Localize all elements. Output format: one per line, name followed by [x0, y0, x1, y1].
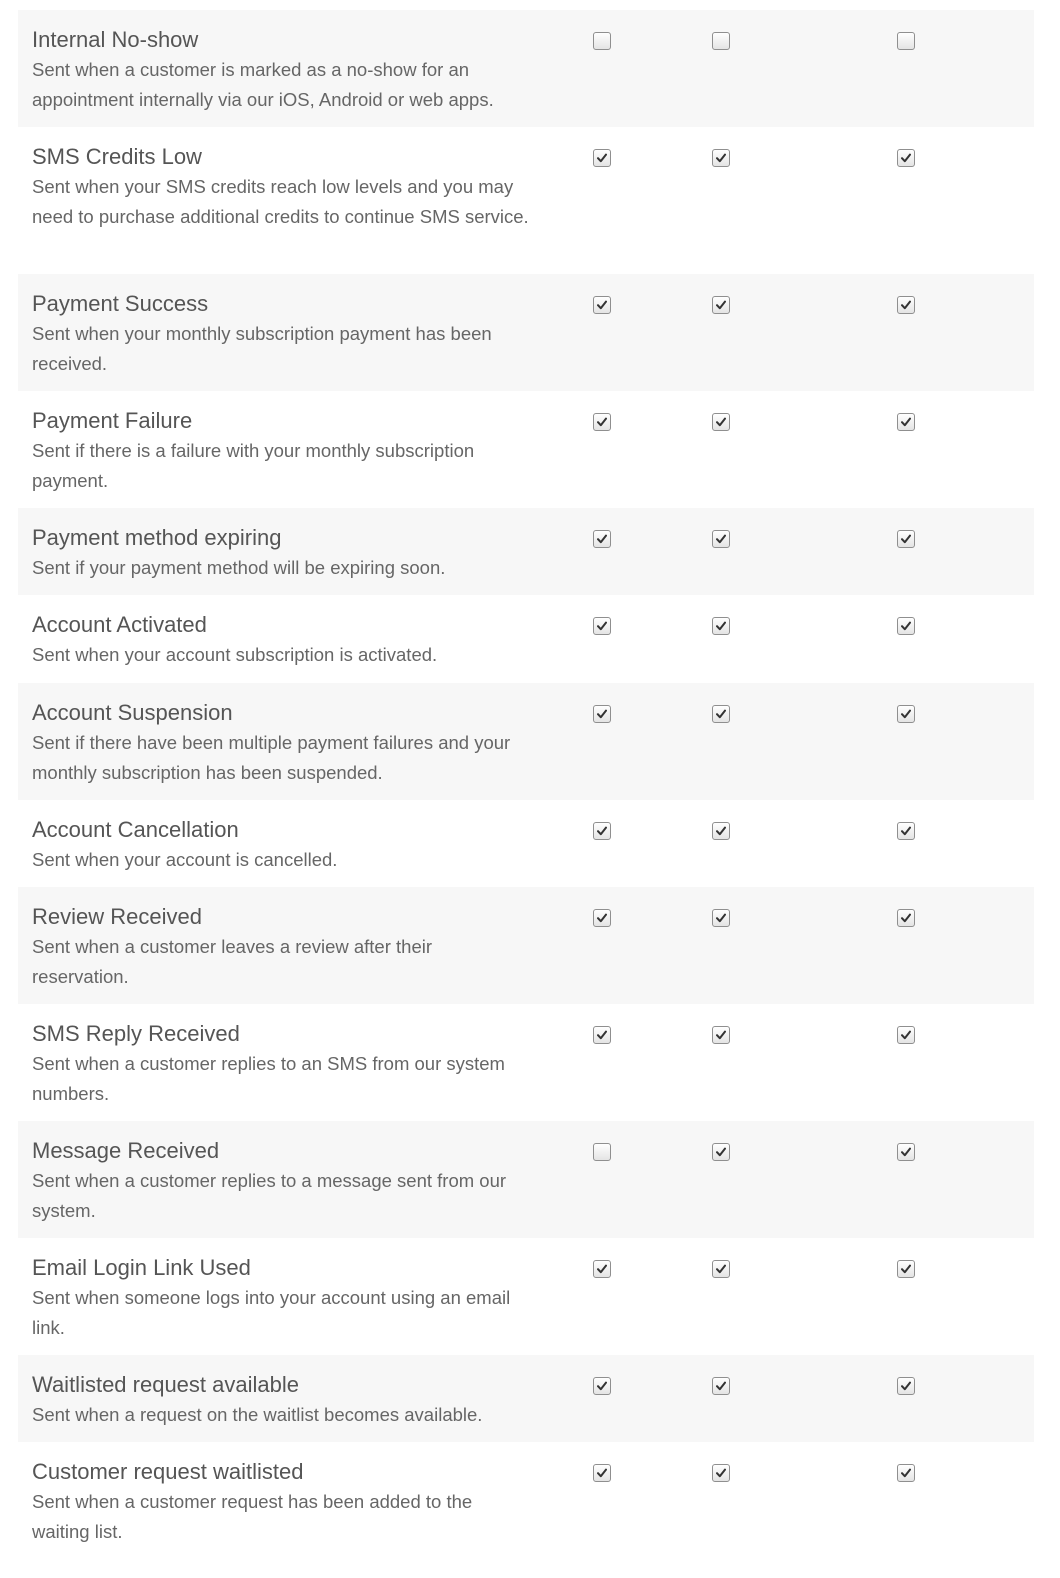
notify-checkbox-channel-1[interactable]: [593, 1026, 611, 1044]
checkmark-icon: [716, 1264, 726, 1274]
notify-checkbox-channel-1[interactable]: [593, 617, 611, 635]
notify-checkbox-channel-2[interactable]: [712, 1143, 730, 1161]
notification-row: [18, 595, 1034, 683]
notify-checkbox-channel-1[interactable]: [593, 1377, 611, 1395]
notification-title: Account Cancellation: [32, 817, 239, 842]
checkmark-icon: [901, 153, 911, 163]
notify-checkbox-channel-1[interactable]: [593, 32, 611, 50]
notify-checkbox-channel-2[interactable]: [712, 617, 730, 635]
notify-checkbox-channel-1[interactable]: [593, 1143, 611, 1161]
checkmark-icon: [597, 1030, 607, 1040]
notify-checkbox-channel-3[interactable]: [897, 413, 915, 431]
notify-checkbox-channel-3[interactable]: [897, 705, 915, 723]
notify-checkbox-channel-1[interactable]: [593, 1464, 611, 1482]
notify-checkbox-channel-3[interactable]: [897, 1464, 915, 1482]
notification-row: [18, 127, 1034, 274]
checkmark-icon: [901, 1264, 911, 1274]
notification-description: Sent when a customer request has been added to the waiting list.: [32, 1491, 473, 1542]
notification-row: [18, 1355, 1034, 1442]
notify-checkbox-channel-1[interactable]: [593, 413, 611, 431]
notification-title: Payment Success: [32, 291, 209, 316]
notify-checkbox-channel-3[interactable]: [897, 1377, 915, 1395]
checkmark-icon: [716, 826, 726, 836]
checkmark-icon: [901, 913, 911, 923]
notify-checkbox-channel-2[interactable]: [712, 1377, 730, 1395]
notification-row: [18, 10, 1034, 127]
notification-description: Sent when your SMS credits reach low levels and you may need to purchase additional credits to continue SMS service.: [32, 176, 529, 227]
notify-checkbox-channel-3[interactable]: [897, 32, 915, 50]
checkmark-icon: [716, 709, 726, 719]
notification-row: [18, 1238, 1034, 1355]
notify-checkbox-channel-3[interactable]: [897, 909, 915, 927]
notification-title: Message Received: [32, 1138, 220, 1163]
notify-checkbox-channel-3[interactable]: [897, 530, 915, 548]
checkmark-icon: [901, 1147, 911, 1157]
notify-checkbox-channel-3[interactable]: [897, 822, 915, 840]
notification-title: Internal No-show: [32, 27, 199, 52]
notify-checkbox-channel-3[interactable]: [897, 1026, 915, 1044]
notification-description: Sent when a customer replies to a message sent from our system.: [32, 1170, 507, 1221]
notify-checkbox-channel-3[interactable]: [897, 296, 915, 314]
checkmark-icon: [597, 1468, 607, 1478]
checkmark-icon: [597, 1264, 607, 1274]
notify-checkbox-channel-2[interactable]: [712, 32, 730, 50]
checkmark-icon: [716, 153, 726, 163]
notification-title: Waitlisted request available: [32, 1372, 299, 1397]
notify-checkbox-channel-2[interactable]: [712, 413, 730, 431]
notification-row: [18, 508, 1034, 595]
checkmark-icon: [901, 300, 911, 310]
notify-checkbox-channel-3[interactable]: [897, 1143, 915, 1161]
checkmark-icon: [597, 300, 607, 310]
checkmark-icon: [597, 826, 607, 836]
notify-checkbox-channel-2[interactable]: [712, 149, 730, 167]
checkmark-icon: [716, 1147, 726, 1157]
notification-title: Review Received: [32, 904, 202, 929]
notify-checkbox-channel-2[interactable]: [712, 296, 730, 314]
notify-checkbox-channel-1[interactable]: [593, 296, 611, 314]
notification-title: Email Login Link Used: [32, 1255, 251, 1280]
notify-checkbox-channel-3[interactable]: [897, 1260, 915, 1278]
notify-checkbox-channel-2[interactable]: [712, 705, 730, 723]
notification-description: Sent when a request on the waitlist becomes available.: [32, 1404, 483, 1425]
checkmark-icon: [597, 621, 607, 631]
notification-row: [18, 274, 1034, 391]
notification-description: Sent if your payment method will be expiring soon.: [32, 557, 446, 578]
notification-row: [18, 800, 1034, 887]
checkmark-icon: [901, 621, 911, 631]
notify-checkbox-channel-2[interactable]: [712, 1464, 730, 1482]
notify-checkbox-channel-2[interactable]: [712, 1260, 730, 1278]
notify-checkbox-channel-2[interactable]: [712, 1026, 730, 1044]
checkmark-icon: [716, 300, 726, 310]
notification-title: Payment Failure: [32, 408, 193, 433]
notification-title: SMS Credits Low: [32, 144, 202, 169]
notify-checkbox-channel-1[interactable]: [593, 705, 611, 723]
notification-description: Sent when your account is cancelled.: [32, 849, 338, 870]
checkmark-icon: [597, 709, 607, 719]
checkmark-icon: [716, 1468, 726, 1478]
notify-checkbox-channel-1[interactable]: [593, 1260, 611, 1278]
checkmark-icon: [716, 534, 726, 544]
notify-checkbox-channel-1[interactable]: [593, 909, 611, 927]
notification-row: [18, 887, 1034, 1004]
notification-row: [18, 1442, 1034, 1559]
notify-checkbox-channel-2[interactable]: [712, 530, 730, 548]
notification-title: Account Suspension: [32, 700, 233, 725]
checkmark-icon: [716, 417, 726, 427]
notify-checkbox-channel-3[interactable]: [897, 617, 915, 635]
checkmark-icon: [597, 153, 607, 163]
notification-row: [18, 1121, 1034, 1238]
checkmark-icon: [901, 709, 911, 719]
checkmark-icon: [901, 826, 911, 836]
checkmark-icon: [597, 417, 607, 427]
checkmark-icon: [597, 534, 607, 544]
notification-title: Account Activated: [32, 612, 207, 637]
notification-description: Sent when your monthly subscription payment has been received.: [32, 323, 492, 374]
notify-checkbox-channel-2[interactable]: [712, 909, 730, 927]
checkmark-icon: [901, 1030, 911, 1040]
notification-description: Sent when a customer leaves a review after their reservation.: [32, 936, 432, 987]
checkmark-icon: [597, 1381, 607, 1391]
notification-title: Payment method expiring: [32, 525, 282, 550]
checkmark-icon: [716, 621, 726, 631]
notify-checkbox-channel-1[interactable]: [593, 822, 611, 840]
checkmark-icon: [716, 913, 726, 923]
notify-checkbox-channel-2[interactable]: [712, 822, 730, 840]
notification-description: Sent if there is a failure with your monthly subscription payment.: [32, 440, 475, 491]
notify-checkbox-channel-3[interactable]: [897, 149, 915, 167]
checkmark-icon: [901, 417, 911, 427]
notification-description: Sent if there have been multiple payment failures and your monthly subscription has been suspended.: [32, 732, 511, 783]
notification-description: Sent when a customer replies to an SMS from our system numbers.: [32, 1053, 505, 1104]
checkmark-icon: [716, 1030, 726, 1040]
notification-row: [18, 1004, 1034, 1121]
checkmark-icon: [901, 1381, 911, 1391]
checkmark-icon: [597, 913, 607, 923]
checkmark-icon: [716, 1381, 726, 1391]
checkmark-icon: [901, 1468, 911, 1478]
notification-description: Sent when someone logs into your account using an email link.: [32, 1287, 511, 1338]
checkmark-icon: [901, 534, 911, 544]
notification-title: Customer request waitlisted: [32, 1459, 304, 1484]
notify-checkbox-channel-1[interactable]: [593, 530, 611, 548]
notification-description: Sent when a customer is marked as a no-show for an appointment internally via our iOS, Android or web apps.: [32, 59, 494, 110]
notification-title: SMS Reply Received: [32, 1021, 240, 1046]
notification-row: [18, 391, 1034, 508]
notification-row: [18, 683, 1034, 800]
notification-settings-table: [18, 10, 1034, 1559]
notify-checkbox-channel-1[interactable]: [593, 149, 611, 167]
notification-description: Sent when your account subscription is activated.: [32, 644, 438, 665]
